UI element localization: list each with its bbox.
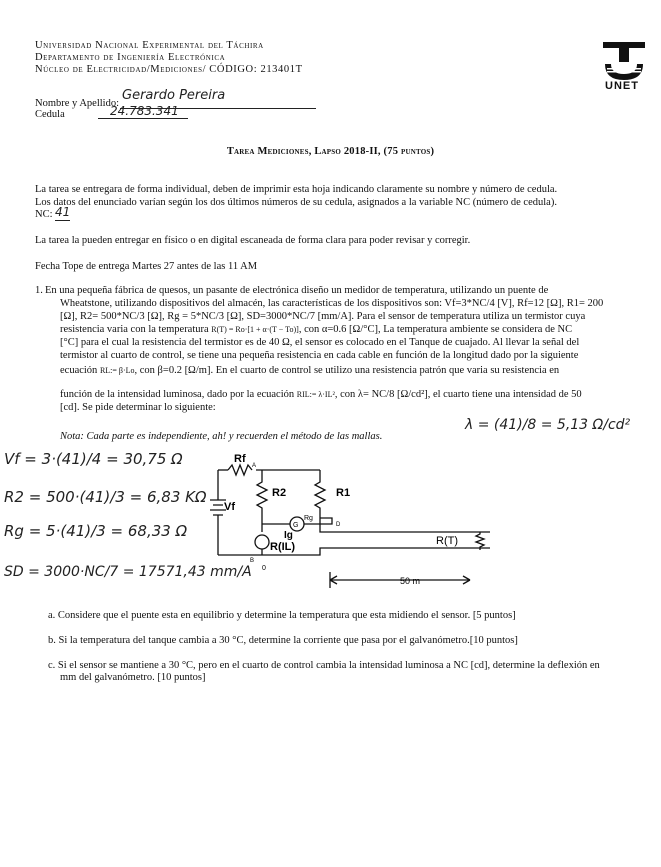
label-rf: Rf (234, 453, 246, 465)
handwritten-sd: SD = 3000·NC/7 = 17571,43 mm/A (4, 564, 252, 580)
ril-symbol (255, 535, 269, 549)
nc-label: NC: (35, 209, 53, 220)
label-r2: R2 (272, 487, 287, 499)
problem-line-1: En una pequeña fábrica de quesos, un pasante de electrónica diseño un medidor de temperatura, utilizando un puente de (45, 285, 549, 296)
label-rt: R(T) (436, 535, 458, 547)
formula-rl: RL:= β·Lo (99, 366, 135, 375)
label-ril: R(IL) (270, 541, 296, 553)
header-university: Universidad Nacional Experimental del Táchira (35, 40, 264, 51)
logo-text: UNET (605, 80, 639, 92)
label-node-b: B (250, 558, 255, 564)
label-vf: Vf (224, 501, 235, 513)
id-value: 24.783.341 (110, 104, 179, 118)
problem-line-8a: función de la intensidad luminosa, dado por la ecuación (60, 389, 295, 400)
problem-line-2: Wheatstone, utilizando dispositivos del almacén, las características de los dispositivos son: Vf=3*NC/4 [V], Rf=12 [Ω], R1= 200 (60, 298, 604, 309)
problem-line-8b: , con λ= NC/8 [Ω/cd²], el cuarto tiene una intensidad de 50 (334, 389, 582, 400)
problem-line-6: termistor al cuarto de control, se tiene una pequeña resistencia en cada cable en función de la longitud dado por la siguiente (60, 350, 579, 361)
name-value: Gerardo Pereira (122, 88, 226, 103)
handwritten-r2: R2 = 500·(41)/3 = 6,83 KΩ (4, 488, 207, 506)
label-node-a: A (252, 463, 257, 469)
nc-value: 41 (55, 205, 71, 219)
wheatstone-circuit (200, 450, 490, 590)
problem-line-9: [cd]. Se pide determinar lo siguiente: (60, 402, 216, 413)
question-c-line-2: mm del galvanómetro. [10 puntos] (60, 672, 206, 683)
formula-rt: R(T) = Ro·[1 + α·(T − To)] (211, 325, 299, 334)
wire-to-sensor-bottom (262, 548, 490, 555)
wire-to-sensor-top (320, 518, 490, 532)
problem-number: 1. (35, 285, 43, 296)
intro-p1: La tarea se entregara de forma individual, deben de imprimir esta hoja indicando claramente su nombre y número de cedula. (35, 184, 558, 195)
label-rg: Rg (304, 515, 313, 522)
problem-line-4a: resistencia varia con la temperatura (60, 324, 209, 335)
label-ig: Ig (284, 530, 293, 541)
r2-resistor (257, 470, 267, 518)
label-node-d: D (336, 522, 341, 528)
intro-p2: Los datos del enunciado varían según los dos últimos números de su cedula, asignados a la variable NC (número de cedula). (35, 197, 557, 208)
question-a: a. Considere que el puente esta en equilibrio y determine la temperatura que esta midiendo el sensor. [5 puntos] (48, 610, 516, 621)
rf-resistor (228, 465, 252, 475)
label-r1: R1 (336, 487, 351, 499)
label-distance: 50 m (400, 576, 421, 586)
problem-line-7 (60, 364, 650, 377)
handwritten-lambda: λ = (41)/8 = 5,13 Ω/cd² (465, 417, 631, 433)
rt-resistor (476, 532, 484, 550)
unet-logo (603, 42, 645, 94)
header-course: Núcleo de Electricidad/Mediciones/ CÓDIGO: 213401T (35, 64, 303, 75)
header-department: Departamento de Ingeniería Electrónica (35, 52, 226, 63)
handwritten-vf: Vf = 3·(41)/4 = 30,75 Ω (4, 450, 183, 468)
problem-line-4b: , con α=0.6 [Ω/°C], La temperatura ambiente se considera de NC (298, 324, 573, 335)
problem-line-4 (60, 323, 650, 336)
problem-note: Nota: Cada parte es independiente, ah! y recuerden el método de las mallas. (60, 431, 383, 442)
label-g: G (293, 522, 299, 529)
problem-line-8 (60, 388, 650, 401)
problem-line-3: [Ω], R2= 500*NC/3 [Ω], Rg = 5*NC/3 [Ω], SD=3000*NC/7 [mm/A]. Para el sensor de temperatura utiliza un termistor cuya (60, 311, 586, 322)
handwritten-rg: Rg = 5·(41)/3 = 68,33 Ω (4, 522, 188, 540)
page-title: Tarea Mediciones, Lapso 2018-II, (75 puntos) (226, 146, 435, 157)
id-label: Cedula (35, 109, 65, 120)
problem-line-7b: , con β=0.2 [Ω/m]. En el cuarto de control se utilizo una resistencia patrón que varia su resistencia en (134, 365, 560, 376)
r1-resistor (315, 470, 325, 518)
problem-line-7a: ecuación (60, 365, 98, 376)
name-label: Nombre y Apellido: (35, 98, 119, 109)
intro-p4: Fecha Tope de entrega Martes 27 antes de las 11 AM (35, 261, 258, 272)
label-node-o: 0 (262, 565, 266, 572)
problem-line-5: [°C] para el cual la resistencia del termistor es de 40 Ω, el sensor es colocado en el Tanque de cuajado. Al llevar la señal del (60, 337, 580, 348)
question-b: b. Si la temperatura del tanque cambia a 30 °C, determine la corriente que pasa por el galvanómetro.[10 puntos] (48, 635, 518, 646)
intro-p3: La tarea la pueden entregar en físico o en digital escaneada de forma clara para poder revisar y corregir. (35, 235, 471, 246)
formula-ril: RIL:= λ·IL² (296, 390, 335, 399)
question-c-line-1: c. Si el sensor se mantiene a 30 °C, pero en el cuarto de control cambia la intensidad luminosa a NC [cd], determine la deflexión en (48, 660, 600, 671)
